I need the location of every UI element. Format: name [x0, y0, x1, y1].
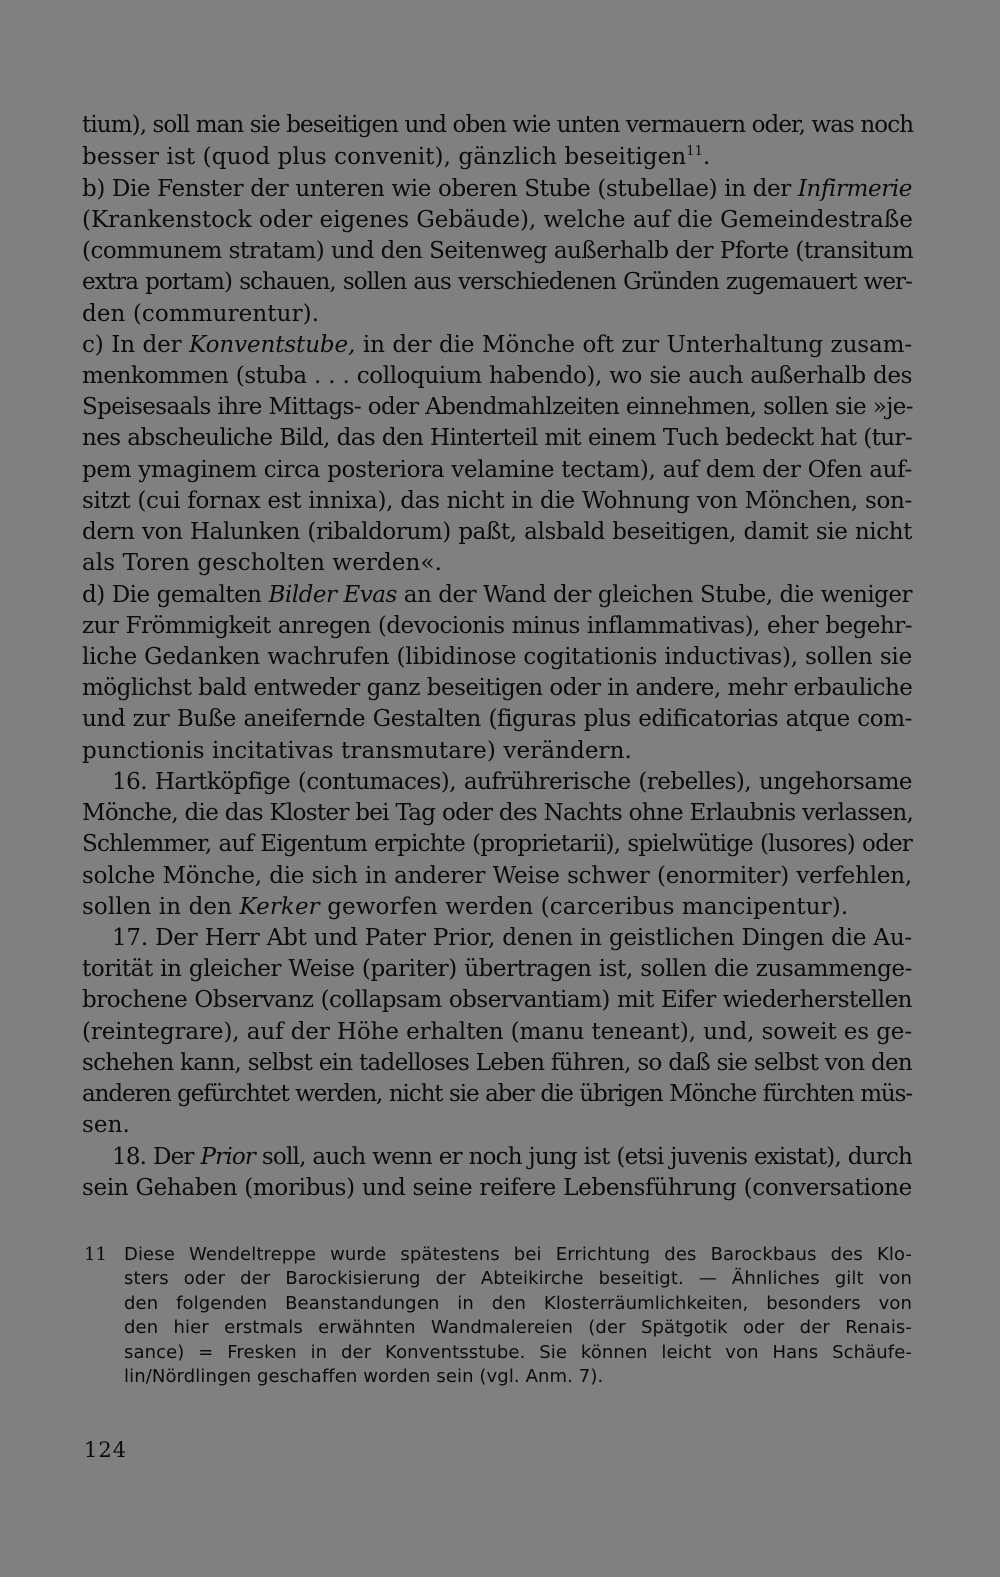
- footnote-line: lin/Nördlingen geschaffen worden sein (vgl. Anm. 7).: [124, 1366, 604, 1387]
- text-line: schehen kann, selbst ein tadelloses Leben führen, so daß sie selbst von den: [82, 1050, 913, 1076]
- text-line: sitzt (cui fornax est innixa), das nicht in die Wohnung von Mönchen, son-: [82, 488, 912, 514]
- text-line: [82, 143, 912, 171]
- emphasis-konventstube: Konventstube,: [189, 332, 356, 358]
- text-run: an der Wand der gleichen Stube, die weniger: [396, 582, 912, 608]
- text-line: sen.: [82, 1112, 130, 1138]
- text-line: [82, 331, 912, 359]
- text-line: [112, 1143, 912, 1171]
- emphasis-infirmerie: Infirmerie: [797, 176, 912, 202]
- text-line: Speisesaals ihre Mittags- oder Abendmahlzeiten einnehmen, sollen sie »je-: [82, 394, 913, 420]
- text-line: punctionis incitativas transmutare) verändern.: [82, 738, 632, 764]
- text-line: Schlemmer, auf Eigentum erpichte (proprietarii), spielwütige (lusores) oder: [82, 831, 912, 857]
- text-line: brochene Observanz (collapsam observantiam) mit Eifer wiederherstellen: [82, 987, 912, 1013]
- text-line: menkommen (stuba . . . colloquium habendo), wo sie auch außerhalb des: [82, 363, 912, 389]
- text-run: b) Die Fenster der unteren wie oberen Stube (stubellae) in der: [82, 176, 791, 202]
- text-line: und zur Buße aneifernde Gestalten (figuras plus edificatorias atque com-: [82, 706, 912, 732]
- text-line: den (commurentur).: [82, 301, 320, 327]
- text-line: zur Frömmigkeit anregen (devocionis minus inflammativas), eher begehr-: [82, 613, 912, 639]
- footnote-number: 11: [84, 1244, 107, 1265]
- text-line: extra portam) schauen, sollen aus verschiedenen Gründen zugemauert wer-: [82, 269, 912, 295]
- emphasis-prior: Prior: [200, 1144, 256, 1170]
- text-line: anderen gefürchtet werden, nicht sie aber die übrigen Mönche fürchten müs-: [82, 1081, 912, 1107]
- text-line: solche Mönche, die sich in anderer Weise schwer (enormiter) verfehlen,: [82, 863, 912, 889]
- text-line: sein Gehaben (moribus) und seine reifere Lebensführung (conversatione: [82, 1175, 912, 1201]
- footnote-line: den hier erstmals erwähnten Wandmalereien (der Spätgotik oder der Renais-: [124, 1317, 912, 1338]
- text-run: geworfen werden (carceribus mancipentur).: [319, 894, 849, 920]
- footnote-line: sters oder der Barockisierung der Abteikirche beseitigt. — Ähnliches gilt von: [124, 1268, 912, 1289]
- text-line: (communem stratam) und den Seitenweg außerhalb der Pforte (transitum: [82, 238, 914, 264]
- text-run: soll, auch wenn er noch jung ist (etsi juvenis existat), durch: [255, 1144, 913, 1170]
- text-line: 17. Der Herr Abt und Pater Prior, denen in geistlichen Dingen die Au-: [112, 925, 912, 951]
- text-run: d) Die gemalten: [82, 582, 262, 608]
- emphasis-bilder-evas: Bilder Evas: [268, 582, 397, 608]
- text-run: 18. Der: [112, 1144, 194, 1170]
- text-line: pem ymaginem circa posteriora velamine tectam), auf dem der Ofen auf-: [82, 457, 912, 483]
- text-line: nes abscheuliche Bild, das den Hinterteil mit einem Tuch bedeckt hat (tur-: [82, 425, 912, 451]
- text-run: sollen in den: [82, 894, 233, 920]
- text-line: torität in gleicher Weise (pariter) übertragen ist, sollen die zusammenge-: [82, 956, 912, 982]
- text-line: tium), soll man sie beseitigen und oben wie unten vermauern oder, was noch: [82, 112, 914, 138]
- text-line: [82, 893, 912, 921]
- text-run: c) In der: [82, 332, 182, 358]
- text-line: [82, 175, 912, 203]
- text-run: besser ist (quod plus convenit), gänzlich beseitigen: [82, 144, 687, 170]
- text-run: .: [703, 144, 711, 170]
- footnote-reference: 11: [686, 144, 704, 159]
- text-line: als Toren gescholten werden«.: [82, 550, 443, 576]
- text-line: liche Gedanken wachrufen (libidinose cogitationis inductivas), sollen sie: [82, 644, 912, 670]
- footnote-line: den folgenden Beanstandungen in den Klosterräumlichkeiten, besonders von: [124, 1293, 912, 1314]
- text-line: Mönche, die das Kloster bei Tag oder des Nachts ohne Erlaubnis verlassen,: [82, 800, 914, 826]
- text-line: dern von Halunken (ribaldorum) paßt, alsbald beseitigen, damit sie nicht: [82, 519, 912, 545]
- text-line: [82, 581, 912, 609]
- footnote-line: sance) = Fresken in der Konventsstube. Sie können leicht von Hans Schäufe-: [124, 1342, 912, 1363]
- text-line: (reintegrare), auf der Höhe erhalten (manu teneant), und, soweit es ge-: [82, 1019, 912, 1045]
- text-run: in der die Mönche oft zur Unterhaltung zusam-: [355, 332, 912, 358]
- footnote-line: Diese Wendeltreppe wurde spätestens bei Errichtung des Barockbaus des Klo-: [124, 1244, 912, 1265]
- page-number: 124: [84, 1438, 128, 1462]
- text-line: (Krankenstock oder eigenes Gebäude), welche auf die Gemeindestraße: [82, 207, 913, 233]
- text-line: 16. Hartköpfige (contumaces), aufrührerische (rebelles), ungehorsame: [112, 769, 912, 795]
- emphasis-kerker: Kerker: [239, 894, 320, 920]
- text-line: möglichst bald entweder ganz beseitigen oder in andere, mehr erbauliche: [82, 675, 913, 701]
